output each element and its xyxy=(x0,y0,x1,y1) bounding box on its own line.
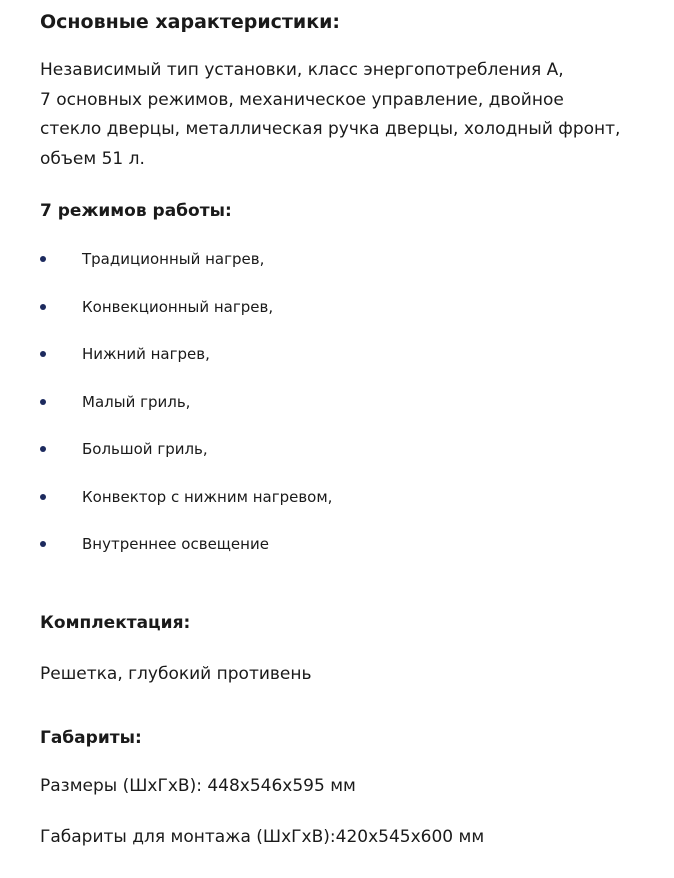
bullet-icon xyxy=(40,304,46,310)
bullet-icon xyxy=(40,256,46,262)
dimensions-size: Размеры (ШхГхВ): 448х546х595 мм xyxy=(40,776,356,796)
dimensions-heading: Габариты: xyxy=(40,728,142,748)
main-heading: Основные характеристики: xyxy=(40,11,341,33)
mode-label: Традиционный нагрев, xyxy=(82,250,265,268)
bullet-icon xyxy=(40,399,46,405)
bullet-icon xyxy=(40,541,46,547)
bullet-icon xyxy=(40,351,46,357)
modes-heading: 7 режимов работы: xyxy=(40,201,232,221)
mode-label: Малый гриль, xyxy=(82,392,191,411)
description-line: Независимый тип установки, класс энергопотребления А, xyxy=(40,60,564,80)
mode-label: Внутреннее освещение xyxy=(82,535,269,553)
bullet-icon xyxy=(40,446,46,452)
description-paragraph xyxy=(40,56,660,174)
description-line: 7 основных режимов, механическое управление, двойное xyxy=(40,89,564,110)
mode-label: Большой гриль, xyxy=(82,440,208,458)
description-line: стекло дверцы, металлическая ручка дверцы, холодный фронт, xyxy=(40,119,621,139)
mode-label: Конвектор с нижним нагревом, xyxy=(82,487,333,506)
package-heading: Комплектация: xyxy=(40,613,191,633)
package-text: Решетка, глубокий противень xyxy=(40,664,312,684)
mode-label: Конвекционный нагрев, xyxy=(82,297,274,316)
dimensions-mount: Габариты для монтажа (ШхГхВ):420х545х600 мм xyxy=(40,827,485,847)
description-line: объем 51 л. xyxy=(40,148,145,169)
bullet-icon xyxy=(40,494,46,500)
mode-label: Нижний нагрев, xyxy=(82,345,210,363)
